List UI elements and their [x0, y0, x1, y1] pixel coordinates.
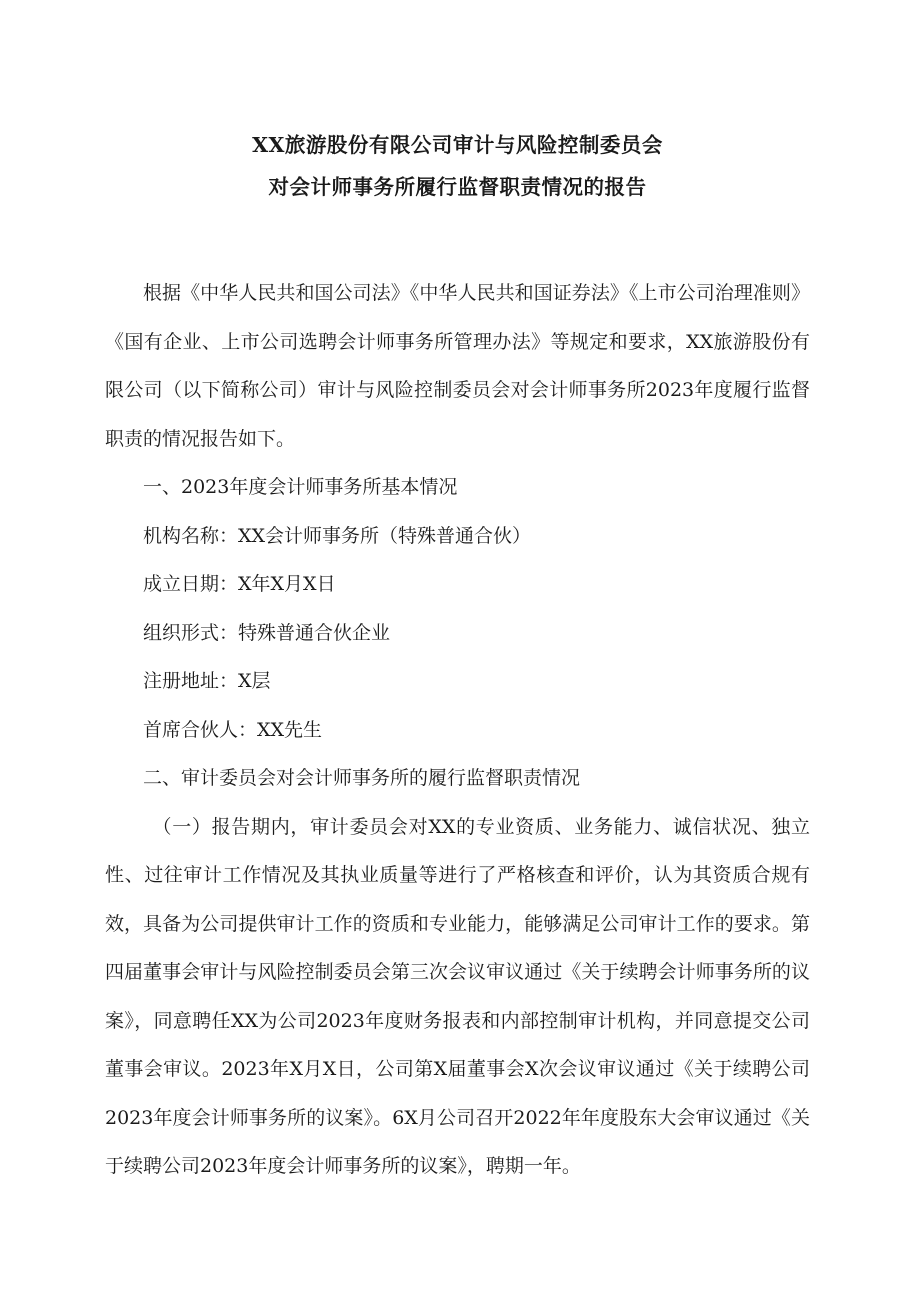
- info-chief-partner: 首席合伙人：XX先生: [143, 718, 323, 741]
- section-1-heading: 一、2023年度会计师事务所基本情况: [143, 476, 458, 498]
- title-line-1: XX旅游股份有限公司审计与风险控制委员会: [252, 133, 663, 157]
- document-title: [105, 124, 810, 208]
- section-2-paragraph-1: （一）报告期内，审计委员会对XX的专业资质、业务能力、诚信状况、独立性、过往审计工作情况及其执业质量等进行了严格核查和评价，认为其资质合规有效，具备为公司提供审计工作的资质和专业能力，能够满足公司审计工作的要求。第四届董事会审计与风险控制委员会第三次会议审议通过《关于续聘会计师事务所的议案》，同意聘任XX为公司2023年度财务报表和内部控制审计机构，并同意提交公司董事会审议。2023年X月X日，公司第X届董事会X次会议审议通过《关于续聘公司2023年度会计师事务所的议案》。6X月公司召开2022年年度股东大会审议通过《关于续聘公司2023年度会计师事务所的议案》，聘期一年。: [105, 815, 810, 1177]
- info-organization-form: 组织形式：特殊普通合伙企业: [143, 621, 391, 644]
- info-founded-date: 成立日期：X年X月X日: [143, 573, 336, 595]
- title-line-2: 对会计师事务所履行监督职责情况的报告: [268, 175, 647, 199]
- section-2-heading: 二、审计委员会对会计师事务所的履行监督职责情况: [143, 767, 581, 789]
- info-registered-address: 注册地址：X层: [143, 670, 271, 692]
- info-institution-name: 机构名称：XX会计师事务所（特殊普通合伙）: [143, 524, 532, 547]
- intro-paragraph: 根据《中华人民共和国公司法》《中华人民共和国证券法》《上市公司治理准则》《国有企业、上市公司选聘会计师事务所管理办法》等规定和要求，XX旅游股份有限公司（以下简称公司）审计与风险控制委员会对会计师事务所2023年度履行监督职责的情况报告如下。: [105, 282, 810, 450]
- document-body: [105, 269, 810, 1191]
